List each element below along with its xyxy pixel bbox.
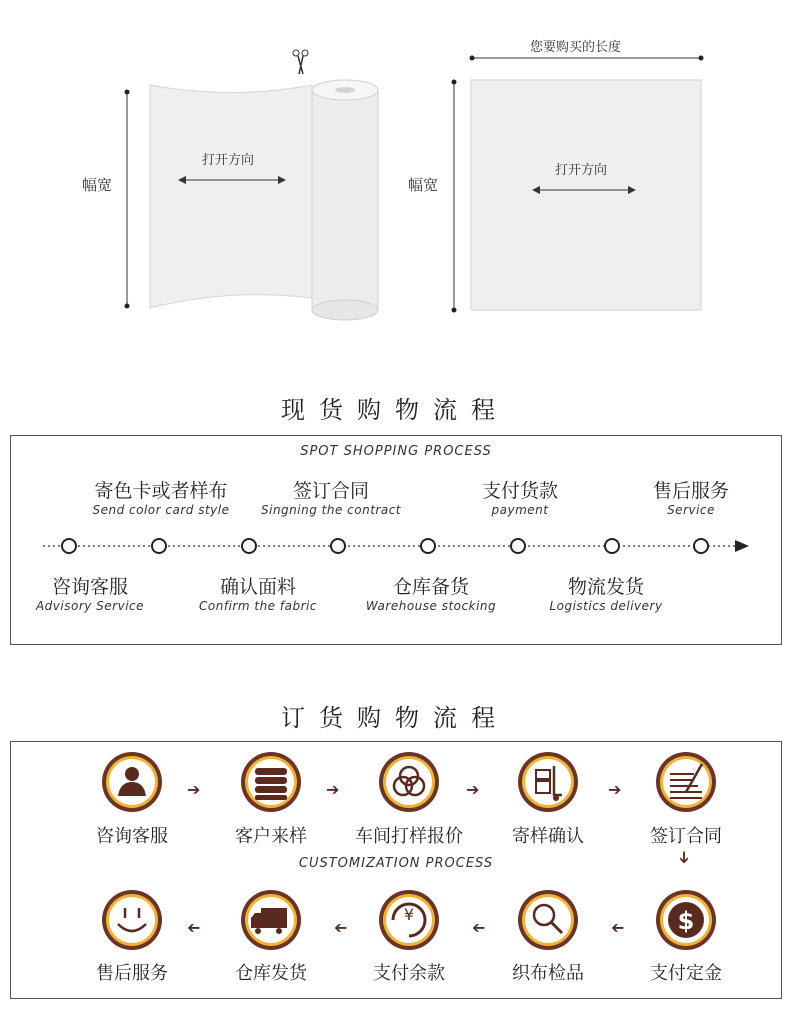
order-process-box bbox=[10, 741, 782, 999]
spot-process-title: 现货购物流程 bbox=[281, 396, 509, 424]
hand-truck-icon bbox=[516, 750, 580, 814]
arrow-left-icon: ➔ bbox=[611, 918, 625, 937]
arrow-left-icon: ➔ bbox=[334, 918, 348, 937]
yen-coin-icon bbox=[377, 888, 441, 952]
order-step-pay-balance: 支付余款 bbox=[373, 963, 445, 984]
order-step-warehouse-ship: 仓库发货 bbox=[235, 963, 307, 984]
right-width-label: 幅宽 bbox=[408, 176, 439, 194]
spot-step-warehouse: 仓库备货 Warehouse stocking bbox=[365, 576, 497, 613]
order-process-subtitle: CUSTOMIZATION PROCESS bbox=[298, 856, 494, 871]
arrow-right-icon: ➔ bbox=[326, 780, 340, 799]
spot-step-logistics: 物流发货 Logistics delivery bbox=[549, 576, 663, 613]
spot-step-send-card: 寄色卡或者样布 Send color card style bbox=[92, 480, 230, 517]
smile-icon bbox=[100, 888, 164, 952]
order-step-sample-confirm: 寄样确认 bbox=[512, 826, 584, 847]
arrow-right-icon: ➔ bbox=[187, 780, 201, 799]
svg-text:¥: ¥ bbox=[403, 905, 415, 924]
spot-step-service: 售后服务 Service bbox=[652, 480, 729, 517]
arrow-left-icon: ➔ bbox=[187, 918, 201, 937]
purchase-length-label: 您要购买的长度 bbox=[530, 40, 622, 55]
order-step-after-sales: 售后服务 bbox=[96, 963, 168, 984]
scissors-icon bbox=[293, 50, 308, 74]
svg-text:$: $ bbox=[677, 907, 695, 935]
magnifier-icon bbox=[516, 888, 580, 952]
spot-process-box bbox=[10, 435, 782, 645]
arrow-down-icon: ➔ bbox=[675, 850, 695, 865]
fabric-stack-icon bbox=[239, 750, 303, 814]
spot-process-subtitle: SPOT SHOPPING PROCESS bbox=[300, 444, 492, 459]
spot-step-payment: 支付货款 payment bbox=[481, 480, 558, 517]
spot-step-advisory: 咨询客服 Advisory Service bbox=[35, 576, 145, 613]
right-open-direction-label: 打开方向 bbox=[555, 163, 608, 178]
fabric-sheet-diagram bbox=[440, 40, 740, 340]
order-step-sign-contract: 签订合同 bbox=[650, 826, 722, 847]
order-step-advisory: 咨询客服 bbox=[96, 826, 168, 847]
left-width-label: 幅宽 bbox=[82, 176, 113, 194]
order-step-pay-deposit: 支付定金 bbox=[650, 963, 722, 984]
order-process-title: 订货购物流程 bbox=[281, 704, 509, 732]
truck-icon bbox=[239, 888, 303, 952]
arrow-left-icon: ➔ bbox=[472, 918, 486, 937]
spot-timeline bbox=[11, 534, 781, 558]
arrow-right-icon: ➔ bbox=[466, 780, 480, 799]
order-step-customer-sample: 客户来样 bbox=[235, 826, 307, 847]
left-open-direction-label: 打开方向 bbox=[202, 153, 255, 168]
spot-step-sign-contract: 签订合同 Singning the contract bbox=[261, 480, 401, 517]
order-step-weave-inspect: 织布检品 bbox=[512, 963, 584, 984]
order-step-workshop-quote: 车间打样报价 bbox=[355, 826, 463, 847]
person-icon bbox=[100, 750, 164, 814]
arrow-right-icon: ➔ bbox=[608, 780, 622, 799]
spot-step-confirm-fabric: 确认面料 Confirm the fabric bbox=[199, 576, 317, 613]
dollar-coin-icon bbox=[654, 888, 718, 952]
color-circles-icon bbox=[377, 750, 441, 814]
contract-pen-icon bbox=[654, 750, 718, 814]
